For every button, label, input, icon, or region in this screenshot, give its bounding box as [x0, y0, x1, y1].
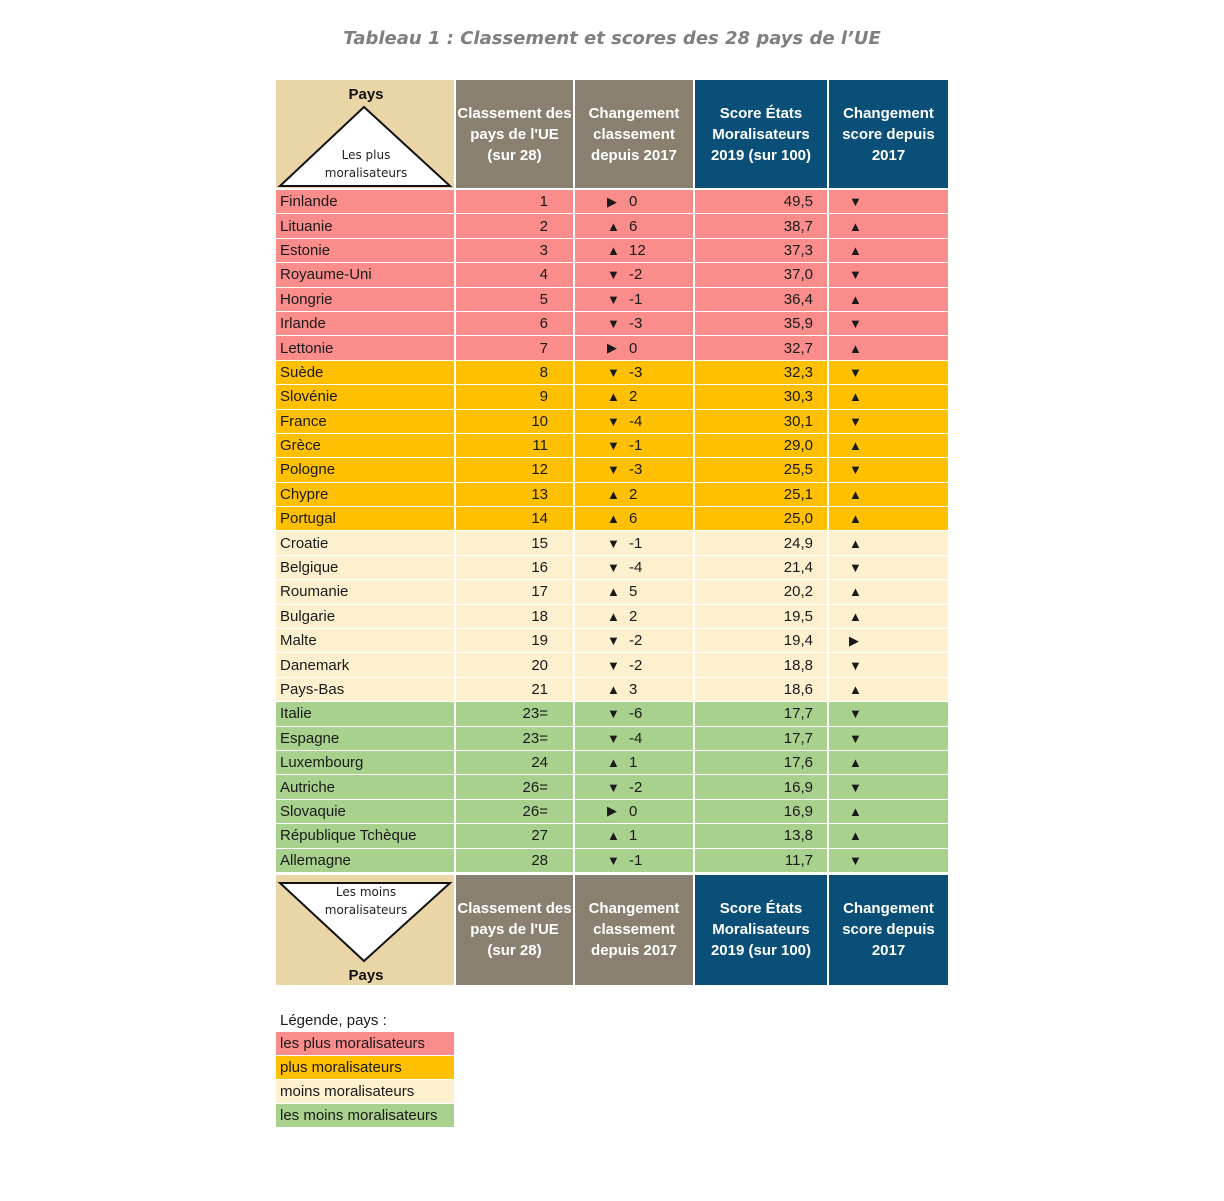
score-cell: 37,3	[695, 239, 829, 262]
table-row	[276, 605, 948, 629]
table-row	[276, 849, 948, 873]
legend-item-green: les moins moralisateurs	[276, 1104, 454, 1127]
rank-change-value: -1	[629, 290, 643, 308]
footer-rank	[456, 875, 575, 985]
rank-change-cell	[575, 483, 695, 506]
rank-change-value: 2	[629, 388, 638, 406]
rank-change-cell	[575, 263, 695, 286]
score-cell: 17,6	[695, 751, 829, 774]
country-cell: Pologne	[276, 458, 456, 481]
country-cell: Chypre	[276, 483, 456, 506]
rank-change-value: -4	[629, 729, 643, 747]
rank-change-cell	[575, 849, 695, 872]
country-cell: Belgique	[276, 556, 456, 579]
header-rank-label: Classement des pays de l'UE (sur 28)	[457, 104, 572, 164]
rank-cell: 12	[456, 458, 575, 481]
table-row	[276, 336, 948, 360]
rank-change-up-icon: ▲	[607, 486, 620, 502]
table-header-bottom	[276, 875, 948, 985]
rank-change-up-icon: ▲	[607, 511, 620, 527]
score-trend-cell	[829, 434, 948, 457]
score-trend-cell	[829, 629, 948, 652]
country-cell: Autriche	[276, 775, 456, 798]
table-row	[276, 727, 948, 751]
rank-change-down-icon: ▼	[607, 438, 620, 454]
rank-change-up-icon: ▲	[607, 682, 620, 697]
table-row	[276, 629, 948, 653]
rank-change-value: 6	[629, 510, 638, 528]
rank-cell: 17	[456, 580, 575, 603]
score-trend-cell	[829, 483, 948, 506]
table-row	[276, 458, 948, 482]
rank-change-cell	[575, 653, 695, 676]
rank-change-up-icon: ▲	[607, 389, 620, 405]
rank-change-cell	[575, 556, 695, 579]
score-cell: 35,9	[695, 312, 829, 335]
table-row	[276, 824, 948, 848]
score-cell: 18,6	[695, 678, 829, 701]
score-trend-cell	[829, 410, 948, 433]
table-row	[276, 800, 948, 824]
score-trend-up-icon: ▲	[849, 242, 862, 258]
score-trend-right-icon: ▶	[849, 632, 859, 648]
header-score	[695, 80, 829, 188]
score-trend-down-icon: ▼	[849, 657, 862, 673]
rank-change-value: -4	[629, 412, 643, 430]
rank-change-value: -1	[629, 437, 643, 455]
table-row	[276, 531, 948, 555]
pays-label-top: Pays	[348, 86, 384, 103]
rank-change-cell	[575, 410, 695, 433]
score-cell: 18,8	[695, 653, 829, 676]
triangle-down-graphic	[276, 875, 456, 985]
score-trend-cell	[829, 653, 948, 676]
score-cell: 16,9	[695, 775, 829, 798]
country-cell: Grèce	[276, 434, 456, 457]
rank-change-down-icon: ▼	[607, 364, 620, 380]
table-row	[276, 190, 948, 214]
rank-change-value: 5	[629, 583, 638, 601]
footer-change-label: Changement classement depuis 2017	[588, 900, 680, 960]
rank-change-cell	[575, 361, 695, 384]
score-cell: 25,0	[695, 507, 829, 530]
rank-change-down-icon: ▼	[607, 462, 620, 478]
rank-change-value: 0	[629, 193, 638, 211]
country-cell: Espagne	[276, 727, 456, 750]
rank-change-value: -2	[629, 632, 643, 650]
rank-change-down-icon: ▼	[607, 267, 620, 283]
country-cell: Croatie	[276, 531, 456, 554]
score-cell: 19,5	[695, 605, 829, 628]
rank-change-value: 1	[629, 754, 638, 772]
country-cell: Allemagne	[276, 849, 456, 872]
rank-cell: 13	[456, 483, 575, 506]
score-trend-cell	[829, 190, 948, 213]
table-row	[276, 410, 948, 434]
score-cell: 17,7	[695, 727, 829, 750]
score-cell: 25,1	[695, 483, 829, 506]
rank-change-cell	[575, 824, 695, 847]
score-trend-cell	[829, 775, 948, 798]
rank-cell: 9	[456, 385, 575, 408]
header-change-label: Changement classement depuis 2017	[588, 104, 680, 164]
country-cell: Suède	[276, 361, 456, 384]
triangle-up-label: Les plus moralisateurs	[324, 148, 408, 180]
rank-change-down-icon: ▼	[607, 535, 620, 551]
country-cell: Bulgarie	[276, 605, 456, 628]
score-trend-up-icon: ▲	[849, 389, 862, 405]
score-trend-cell	[829, 580, 948, 603]
legend-title: Légende, pays :	[280, 1012, 387, 1029]
country-cell: Malte	[276, 629, 456, 652]
score-trend-cell	[829, 800, 948, 823]
table-body	[276, 190, 948, 873]
rank-cell: 4	[456, 263, 575, 286]
score-trend-down-icon: ▼	[849, 560, 862, 576]
score-trend-up-icon: ▲	[849, 828, 862, 844]
rank-cell: 1	[456, 190, 575, 213]
score-cell: 38,7	[695, 214, 829, 237]
footer-change	[575, 875, 695, 985]
table-row	[276, 263, 948, 287]
pays-label-bottom: Pays	[348, 966, 384, 984]
rank-change-value: 0	[629, 339, 638, 357]
score-cell: 32,3	[695, 361, 829, 384]
rank-change-cell	[575, 678, 695, 701]
rank-cell: 8	[456, 361, 575, 384]
score-cell: 36,4	[695, 288, 829, 311]
rank-change-cell	[575, 507, 695, 530]
score-trend-down-icon: ▼	[849, 194, 862, 210]
country-cell: Royaume-Uni	[276, 263, 456, 286]
table-row	[276, 214, 948, 238]
rank-change-down-icon: ▼	[607, 560, 620, 576]
legend-item-cream: moins moralisateurs	[276, 1080, 454, 1103]
rank-change-cell	[575, 531, 695, 554]
score-trend-up-icon: ▲	[849, 535, 862, 551]
score-trend-down-icon: ▼	[849, 462, 862, 478]
score-trend-up-icon: ▲	[849, 584, 862, 600]
score-trend-cell	[829, 239, 948, 262]
header-rank	[456, 80, 575, 188]
rank-cell: 26=	[456, 800, 575, 823]
rank-change-value: -1	[629, 534, 643, 552]
rank-change-down-icon: ▼	[607, 706, 620, 722]
score-trend-cell	[829, 312, 948, 335]
score-cell: 29,0	[695, 434, 829, 457]
country-cell: Slovaquie	[276, 800, 456, 823]
country-cell: Finlande	[276, 190, 456, 213]
country-cell: Pays-Bas	[276, 678, 456, 701]
score-trend-cell	[829, 214, 948, 237]
rank-change-value: 2	[629, 485, 638, 503]
score-trend-up-icon: ▲	[849, 511, 862, 527]
score-trend-cell	[829, 361, 948, 384]
rank-cell: 18	[456, 605, 575, 628]
rank-change-value: -1	[629, 851, 643, 869]
footer-trend	[829, 875, 948, 985]
country-cell: République Tchèque	[276, 824, 456, 847]
table-row	[276, 312, 948, 336]
score-trend-cell	[829, 263, 948, 286]
rank-change-value: 1	[629, 827, 638, 845]
table-row	[276, 507, 948, 531]
rank-cell: 21	[456, 678, 575, 701]
country-cell: Luxembourg	[276, 751, 456, 774]
footer-rank-label: Classement des pays de l'UE (sur 28)	[457, 900, 572, 960]
score-cell: 20,2	[695, 580, 829, 603]
score-trend-cell	[829, 556, 948, 579]
table-row	[276, 678, 948, 702]
triangle-up-graphic	[276, 80, 456, 188]
rank-change-down-icon: ▼	[607, 316, 620, 332]
score-trend-down-icon: ▼	[849, 267, 862, 283]
rank-change-down-icon: ▼	[607, 730, 620, 746]
table-row	[276, 580, 948, 604]
rank-cell: 14	[456, 507, 575, 530]
score-trend-up-icon: ▲	[849, 682, 862, 697]
country-cell: Italie	[276, 702, 456, 725]
table-row	[276, 653, 948, 677]
header-trend-label: Changement score depuis 2017	[842, 104, 935, 164]
rank-change-cell	[575, 727, 695, 750]
score-trend-cell	[829, 824, 948, 847]
score-trend-down-icon: ▼	[849, 852, 862, 868]
rank-change-down-icon: ▼	[607, 657, 620, 673]
rank-change-right-icon: ▶	[607, 340, 617, 356]
rank-change-down-icon: ▼	[607, 633, 620, 649]
triangle-down-label: Les moins moralisateurs	[324, 884, 408, 917]
score-trend-down-icon: ▼	[849, 706, 862, 722]
header-trend	[829, 80, 948, 188]
rank-change-cell	[575, 385, 695, 408]
score-trend-up-icon: ▲	[849, 608, 862, 624]
rank-cell: 7	[456, 336, 575, 359]
rank-cell: 23=	[456, 702, 575, 725]
country-cell: Portugal	[276, 507, 456, 530]
header-change	[575, 80, 695, 188]
rank-change-cell	[575, 775, 695, 798]
rank-change-right-icon: ▶	[607, 193, 617, 209]
score-trend-cell	[829, 751, 948, 774]
score-cell: 17,7	[695, 702, 829, 725]
header-pays-cell	[276, 80, 456, 188]
score-trend-down-icon: ▼	[849, 413, 862, 429]
country-cell: Irlande	[276, 312, 456, 335]
country-cell: Estonie	[276, 239, 456, 262]
rank-change-cell	[575, 605, 695, 628]
score-trend-cell	[829, 458, 948, 481]
score-cell: 25,5	[695, 458, 829, 481]
rank-change-cell	[575, 336, 695, 359]
rank-change-value: 12	[629, 241, 646, 259]
score-trend-down-icon: ▼	[849, 364, 862, 380]
score-trend-cell	[829, 288, 948, 311]
rank-change-cell	[575, 702, 695, 725]
rank-cell: 23=	[456, 727, 575, 750]
table-row	[276, 239, 948, 263]
legend-item-orange: plus moralisateurs	[276, 1056, 454, 1079]
rank-cell: 5	[456, 288, 575, 311]
rank-cell: 2	[456, 214, 575, 237]
rank-change-cell	[575, 288, 695, 311]
rank-change-value: -2	[629, 656, 643, 674]
score-trend-up-icon: ▲	[849, 218, 862, 234]
table-row	[276, 751, 948, 775]
table-row	[276, 288, 948, 312]
legend-item-red: les plus moralisateurs	[276, 1032, 454, 1055]
rank-change-cell	[575, 312, 695, 335]
score-cell: 24,9	[695, 531, 829, 554]
rank-cell: 19	[456, 629, 575, 652]
table-row	[276, 556, 948, 580]
rank-change-value: 6	[629, 217, 638, 235]
footer-pays-cell	[276, 875, 456, 985]
rank-change-value: -6	[629, 705, 643, 723]
rank-change-up-icon: ▲	[607, 242, 620, 258]
country-cell: Lettonie	[276, 336, 456, 359]
score-trend-up-icon: ▲	[849, 755, 862, 771]
table-row	[276, 775, 948, 799]
rank-change-right-icon: ▶	[607, 803, 617, 819]
score-trend-up-icon: ▲	[849, 803, 862, 819]
rank-cell: 26=	[456, 775, 575, 798]
rank-change-up-icon: ▲	[607, 755, 620, 771]
score-trend-up-icon: ▲	[849, 438, 862, 454]
score-cell: 16,9	[695, 800, 829, 823]
table-row	[276, 702, 948, 726]
rank-cell: 16	[456, 556, 575, 579]
rank-change-value: 2	[629, 607, 638, 625]
score-cell: 21,4	[695, 556, 829, 579]
score-cell: 11,7	[695, 849, 829, 872]
rank-change-up-icon: ▲	[607, 608, 620, 624]
score-cell: 30,1	[695, 410, 829, 433]
rank-change-down-icon: ▼	[607, 413, 620, 429]
rank-change-cell	[575, 190, 695, 213]
score-trend-up-icon: ▲	[849, 486, 862, 502]
rank-change-up-icon: ▲	[607, 584, 620, 600]
score-cell: 49,5	[695, 190, 829, 213]
rank-cell: 24	[456, 751, 575, 774]
ranking-table	[276, 80, 948, 985]
score-cell: 19,4	[695, 629, 829, 652]
score-trend-cell	[829, 727, 948, 750]
rank-cell: 28	[456, 849, 575, 872]
rank-cell: 11	[456, 434, 575, 457]
score-trend-up-icon: ▲	[849, 340, 862, 356]
legend	[276, 1010, 454, 1128]
score-trend-cell	[829, 605, 948, 628]
country-cell: Hongrie	[276, 288, 456, 311]
table-header-top	[276, 80, 948, 188]
rank-change-cell	[575, 629, 695, 652]
score-cell: 30,3	[695, 385, 829, 408]
score-trend-down-icon: ▼	[849, 730, 862, 746]
footer-score-label: Score États Moralisateurs 2019 (sur 100)	[710, 900, 812, 960]
page-title: Tableau 1 : Classement et scores des 28 pays de l’UE	[343, 28, 881, 49]
rank-cell: 6	[456, 312, 575, 335]
rank-change-value: -2	[629, 778, 643, 796]
rank-change-cell	[575, 458, 695, 481]
rank-change-up-icon: ▲	[607, 828, 620, 844]
score-trend-cell	[829, 702, 948, 725]
rank-change-value: 3	[629, 681, 638, 698]
country-cell: Roumanie	[276, 580, 456, 603]
score-trend-up-icon: ▲	[849, 291, 862, 307]
country-cell: France	[276, 410, 456, 433]
rank-change-down-icon: ▼	[607, 291, 620, 307]
rank-change-cell	[575, 580, 695, 603]
country-cell: Danemark	[276, 653, 456, 676]
rank-change-down-icon: ▼	[607, 779, 620, 795]
score-trend-cell	[829, 678, 948, 701]
legend-items	[276, 1032, 454, 1127]
rank-cell: 20	[456, 653, 575, 676]
rank-change-cell	[575, 751, 695, 774]
score-cell: 37,0	[695, 263, 829, 286]
table-row	[276, 385, 948, 409]
rank-cell: 10	[456, 410, 575, 433]
rank-change-value: -2	[629, 266, 643, 284]
score-cell: 13,8	[695, 824, 829, 847]
score-trend-cell	[829, 385, 948, 408]
table-row	[276, 483, 948, 507]
score-trend-cell	[829, 336, 948, 359]
score-trend-down-icon: ▼	[849, 779, 862, 795]
score-cell: 32,7	[695, 336, 829, 359]
country-cell: Lituanie	[276, 214, 456, 237]
rank-cell: 27	[456, 824, 575, 847]
rank-change-value: -3	[629, 315, 643, 333]
footer-score	[695, 875, 829, 985]
rank-change-cell	[575, 434, 695, 457]
rank-change-cell	[575, 239, 695, 262]
score-trend-cell	[829, 531, 948, 554]
country-cell: Slovénie	[276, 385, 456, 408]
score-trend-cell	[829, 507, 948, 530]
header-score-label: Score États Moralisateurs 2019 (sur 100)	[710, 104, 812, 164]
rank-change-cell	[575, 214, 695, 237]
footer-trend-label: Changement score depuis 2017	[842, 900, 935, 960]
score-trend-cell	[829, 849, 948, 872]
rank-change-cell	[575, 800, 695, 823]
rank-cell: 15	[456, 531, 575, 554]
rank-change-down-icon: ▼	[607, 852, 620, 868]
rank-change-value: 0	[629, 802, 638, 820]
rank-change-value: -3	[629, 461, 643, 479]
score-trend-down-icon: ▼	[849, 316, 862, 332]
rank-change-value: -3	[629, 363, 643, 381]
rank-change-up-icon: ▲	[607, 218, 620, 234]
rank-cell: 3	[456, 239, 575, 262]
table-row	[276, 434, 948, 458]
table-row	[276, 361, 948, 385]
rank-change-value: -4	[629, 559, 643, 577]
